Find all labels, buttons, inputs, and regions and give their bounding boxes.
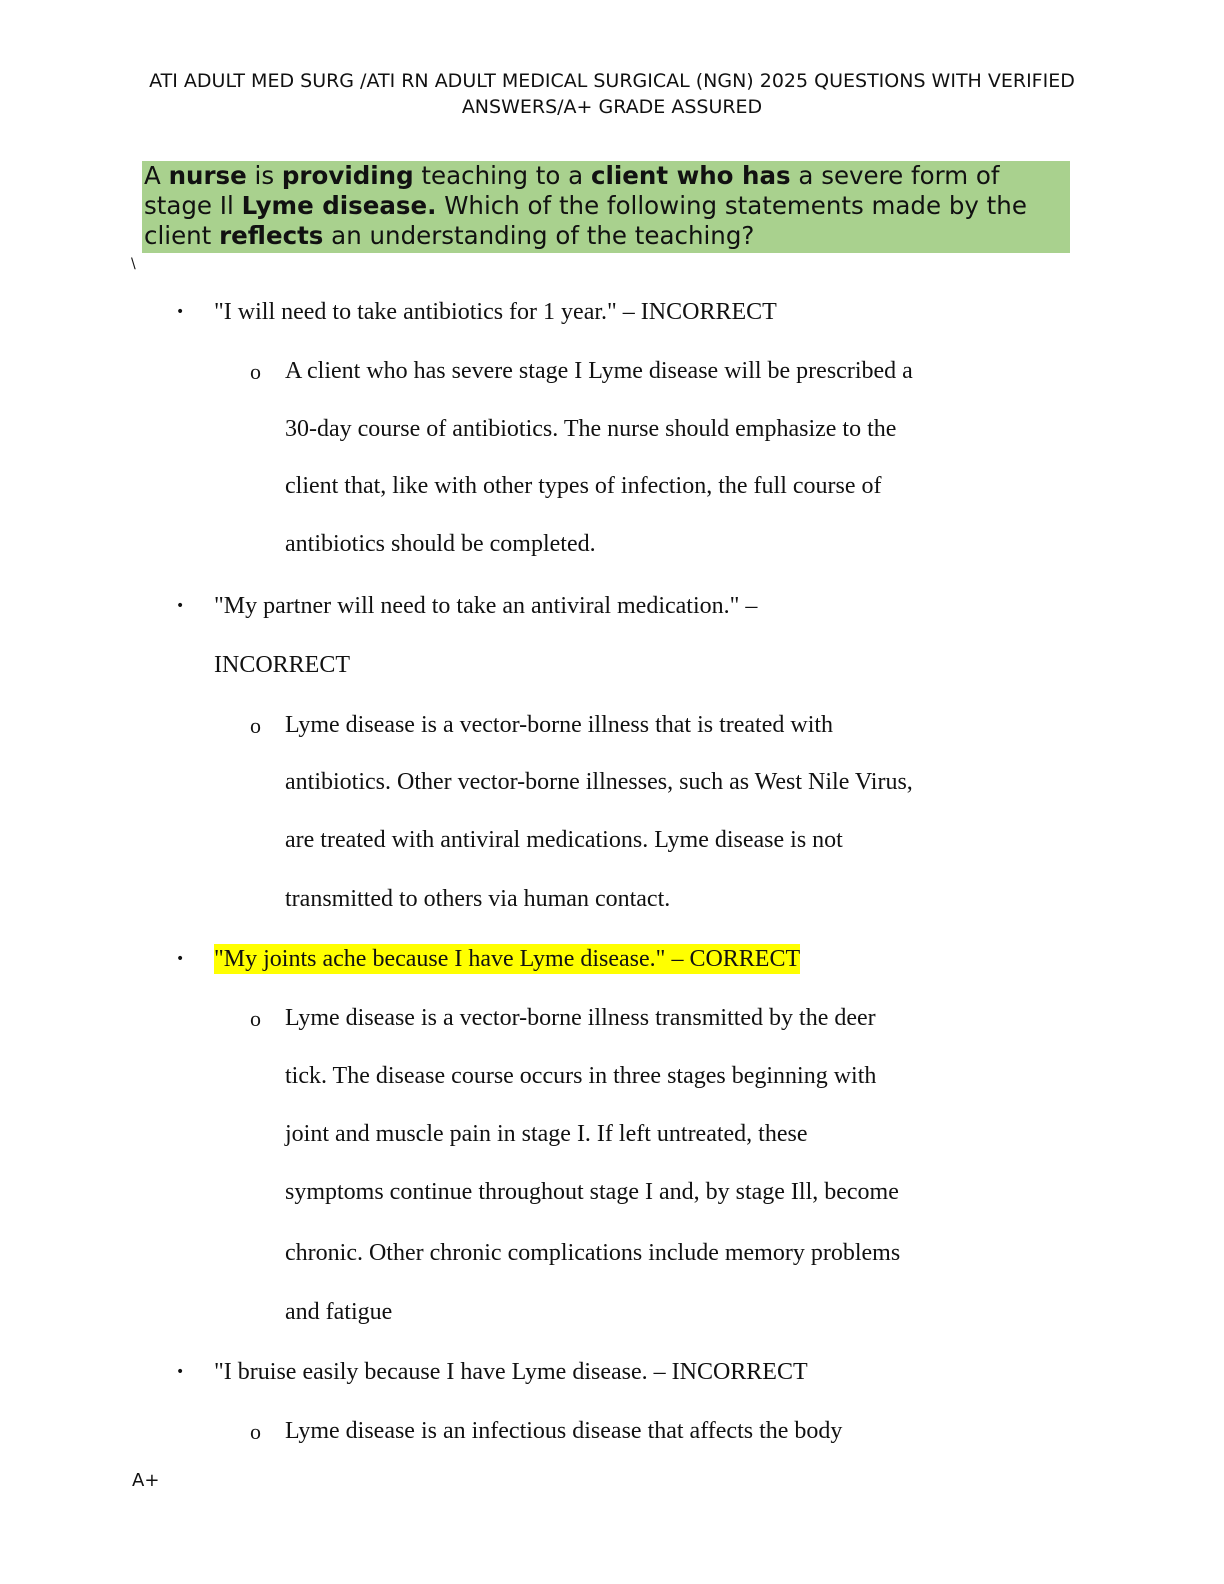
option-3-rationale-1: Lyme disease is a vector-borne illness transmitted by the deer [285,1005,876,1031]
question-keyword: reflects [219,221,324,250]
question-keyword: client who has [590,161,791,190]
document-header [0,68,1224,120]
option-3-rationale-6: and fatigue [285,1299,393,1325]
option-3-rationale-2: tick. The disease course occurs in three stages beginning with [285,1063,877,1089]
stray-mark: \ [131,256,136,272]
option-2-line-2: INCORRECT [214,652,351,678]
option-4-line-1: "I bruise easily because I have Lyme disease. – INCORRECT [214,1359,808,1385]
bullet-icon: • [176,304,185,320]
option-1-rationale-2: 30-day course of antibiotics. The nurse should emphasize to the [285,416,897,442]
question-text: a severe form of stage Il [144,161,1000,220]
bullet-icon: • [176,1364,185,1380]
option-1-rationale-4: antibiotics should be completed. [285,531,596,557]
question-keyword: providing [281,161,414,190]
option-1-rationale-1: A client who has severe stage I Lyme disease will be prescribed a [285,358,913,384]
option-3-rationale-5: chronic. Other chronic complications include memory problems [285,1240,901,1266]
sub-bullet-icon: o [250,1419,261,1444]
option-3-line-1: "My joints ache because I have Lyme disease." – CORRECT [214,946,801,972]
question-keyword: nurse [168,161,247,190]
option-2-rationale-1: Lyme disease is a vector-borne illness that is treated with [285,712,834,738]
option-2-rationale-4: transmitted to others via human contact. [285,886,671,912]
question-text: Which of the following statements made by the client [144,191,1027,250]
sub-bullet-icon: o [250,1006,261,1031]
question-keyword: Lyme disease. [241,191,437,220]
option-2-line-1: "My partner will need to take an antiviral medication." – [214,593,758,619]
question-text: an understanding of the teaching? [323,221,755,250]
bullet-icon: • [176,951,185,967]
option-4-rationale-1: Lyme disease is an infectious disease that affects the body [285,1418,843,1444]
sub-bullet-icon: o [250,359,261,384]
question-text: A [144,161,169,190]
option-1-rationale-3: client that, like with other types of infection, the full course of [285,473,882,499]
question-box [142,161,1070,253]
option-3-rationale-4: symptoms continue throughout stage I and, by stage Ill, become [285,1179,899,1205]
bullet-icon: • [176,598,185,614]
question-text: teaching to a [413,161,591,190]
header-line-1: ATI ADULT MED SURG /ATI RN ADULT MEDICAL SURGICAL (NGN) 2025 QUESTIONS WITH VERIFIED [149,70,1075,92]
header-line-2: ANSWERS/A+ GRADE ASSURED [461,96,763,118]
option-3-rationale-3: joint and muscle pain in stage I. If left untreated, these [285,1121,808,1147]
option-2-rationale-2: antibiotics. Other vector-borne illnesses, such as West Nile Virus, [285,769,913,795]
sub-bullet-icon: o [250,713,261,738]
question-text: is [246,161,282,190]
option-2-rationale-3: are treated with antiviral medications. Lyme disease is not [285,827,843,853]
footer-label: A+ [132,1470,160,1491]
option-1-line-1: "I will need to take antibiotics for 1 year." – INCORRECT [214,299,777,325]
